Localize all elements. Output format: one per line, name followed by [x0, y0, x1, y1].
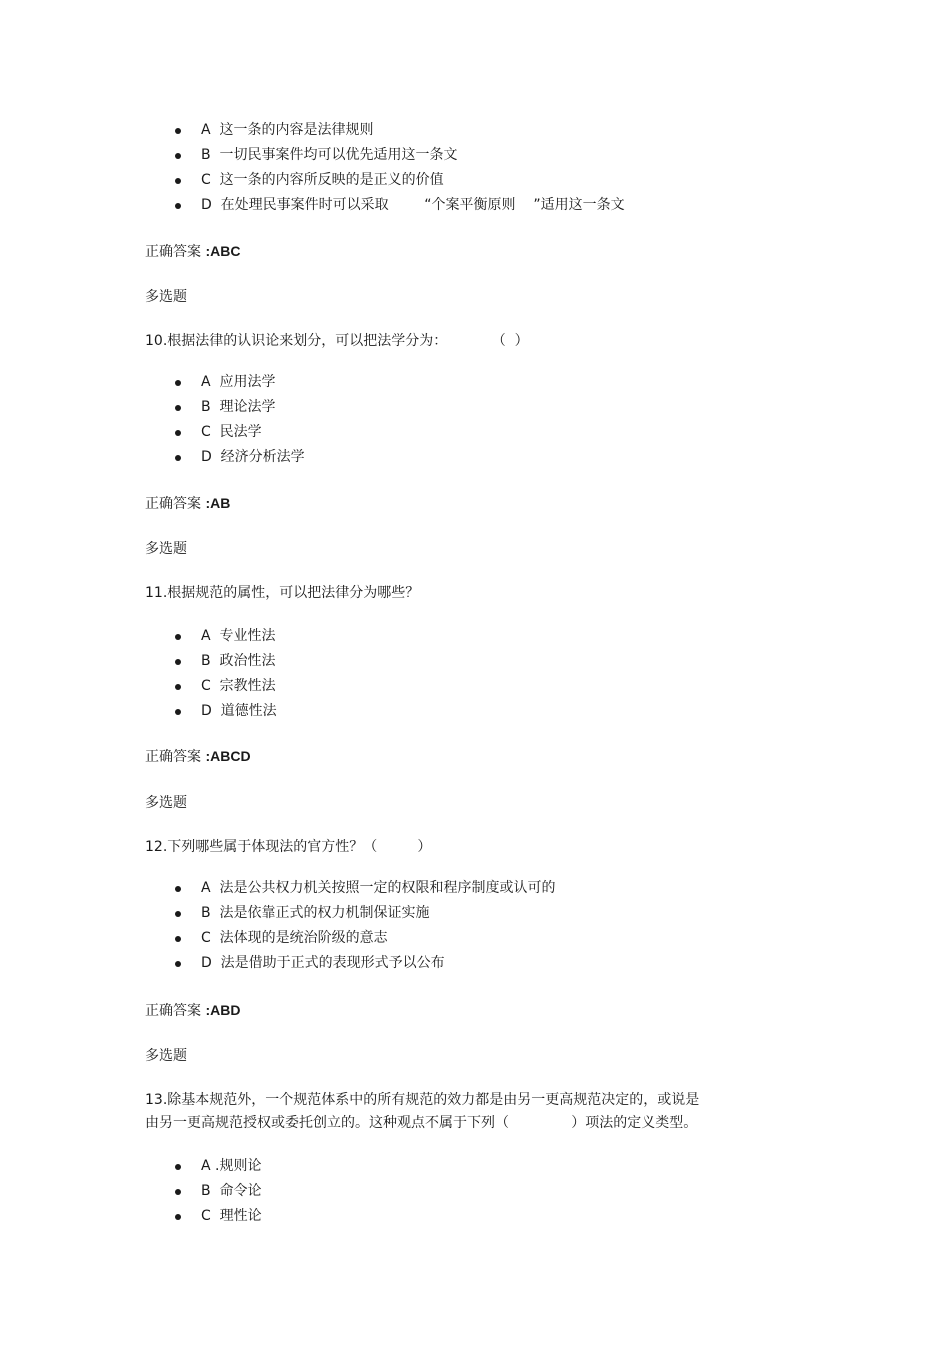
bullet-icon: [175, 1189, 181, 1195]
list-item: [175, 951, 555, 976]
q13-type: 多选题: [145, 1048, 187, 1064]
q12-question: 12.下列哪些属于体现法的官方性？（ ）: [145, 839, 432, 855]
bullet-icon: [175, 1214, 181, 1220]
list-item: [175, 699, 277, 724]
bullet-icon: [175, 886, 181, 892]
list-item: [175, 901, 555, 926]
q13-options: [175, 1154, 262, 1229]
bullet-icon: [175, 380, 181, 386]
option-text: A 法是公共权力机关按照一定的权限和程序制度或认可的: [201, 880, 556, 896]
q10-type: 多选题: [145, 289, 187, 305]
list-item: [175, 420, 305, 445]
list-item: [175, 876, 555, 901]
list-item: [175, 168, 625, 193]
option-text: D 道德性法: [201, 703, 277, 719]
bullet-icon: [175, 961, 181, 967]
answer-value: :ABCD: [205, 748, 251, 764]
q10-question: 10.根据法律的认识论来划分，可以把法学分为： （ ）: [145, 333, 529, 349]
bullet-icon: [175, 203, 181, 209]
q10-options: [175, 370, 305, 470]
answer-label: 正确答案: [145, 496, 206, 512]
bullet-icon: [175, 684, 181, 690]
answer-value: :AB: [205, 495, 231, 511]
option-text: B 理论法学: [201, 399, 276, 415]
option-text: A 应用法学: [201, 374, 276, 390]
bullet-icon: [175, 659, 181, 665]
bullet-icon: [175, 634, 181, 640]
q11-type: 多选题: [145, 541, 187, 557]
list-item: [175, 624, 277, 649]
option-text: B 一切民事案件均可以优先适用这一条文: [201, 147, 458, 163]
list-item: [175, 445, 305, 470]
bullet-icon: [175, 430, 181, 436]
q9-options: [175, 118, 625, 218]
answer-value: :ABC: [205, 243, 241, 259]
q13-question-line1: 13.除基本规范外，一个规范体系中的所有规范的效力都是由另一更高规范决定的，或说是: [145, 1092, 700, 1108]
q11-answer: [145, 745, 251, 768]
answer-label: 正确答案: [145, 749, 206, 765]
list-item: [175, 1179, 262, 1204]
q12-type: 多选题: [145, 795, 187, 811]
bullet-icon: [175, 709, 181, 715]
bullet-icon: [175, 405, 181, 411]
option-text: A 这一条的内容是法律规则: [201, 122, 374, 138]
q13-question-line2: 由另一更高规范授权或委托创立的。这种观点不属于下列（ ）项法的定义类型。: [145, 1115, 698, 1131]
list-item: [175, 1154, 262, 1179]
bullet-icon: [175, 153, 181, 159]
option-text: B 政治性法: [201, 653, 276, 669]
list-item: [175, 143, 625, 168]
list-item: [175, 193, 625, 218]
option-text: C 民法学: [201, 424, 262, 440]
bullet-icon: [175, 911, 181, 917]
option-text: C 理性论: [201, 1208, 262, 1224]
option-text: C 这一条的内容所反映的是正义的价值: [201, 172, 444, 188]
bullet-icon: [175, 128, 181, 134]
q10-answer: [145, 492, 230, 515]
list-item: [175, 1204, 262, 1229]
q12-answer: [145, 999, 240, 1022]
list-item: [175, 926, 555, 951]
option-text: D 在处理民事案件时可以采取 “个案平衡原则 ”适用这一条文: [201, 197, 625, 213]
bullet-icon: [175, 178, 181, 184]
q11-question: 11.根据规范的属性，可以把法律分为哪些？: [145, 585, 420, 601]
option-text: C 法体现的是统治阶级的意志: [201, 930, 388, 946]
answer-value: :ABD: [205, 1002, 241, 1018]
option-text: B 命令论: [201, 1183, 262, 1199]
bullet-icon: [175, 1164, 181, 1170]
q12-options: [175, 876, 555, 976]
list-item: [175, 674, 277, 699]
option-text: A .规则论: [201, 1158, 262, 1174]
option-text: A 专业性法: [201, 628, 276, 644]
option-text: D 经济分析法学: [201, 449, 305, 465]
list-item: [175, 118, 625, 143]
option-text: D 法是借助于正式的表现形式予以公布: [201, 955, 445, 971]
answer-label: 正确答案: [145, 1003, 206, 1019]
list-item: [175, 395, 305, 420]
option-text: B 法是依靠正式的权力机制保证实施: [201, 905, 430, 921]
q11-options: [175, 624, 277, 724]
bullet-icon: [175, 455, 181, 461]
answer-label: 正确答案: [145, 244, 206, 260]
list-item: [175, 649, 277, 674]
bullet-icon: [175, 936, 181, 942]
option-text: C 宗教性法: [201, 678, 276, 694]
list-item: [175, 370, 305, 395]
q9-answer: [145, 240, 240, 263]
